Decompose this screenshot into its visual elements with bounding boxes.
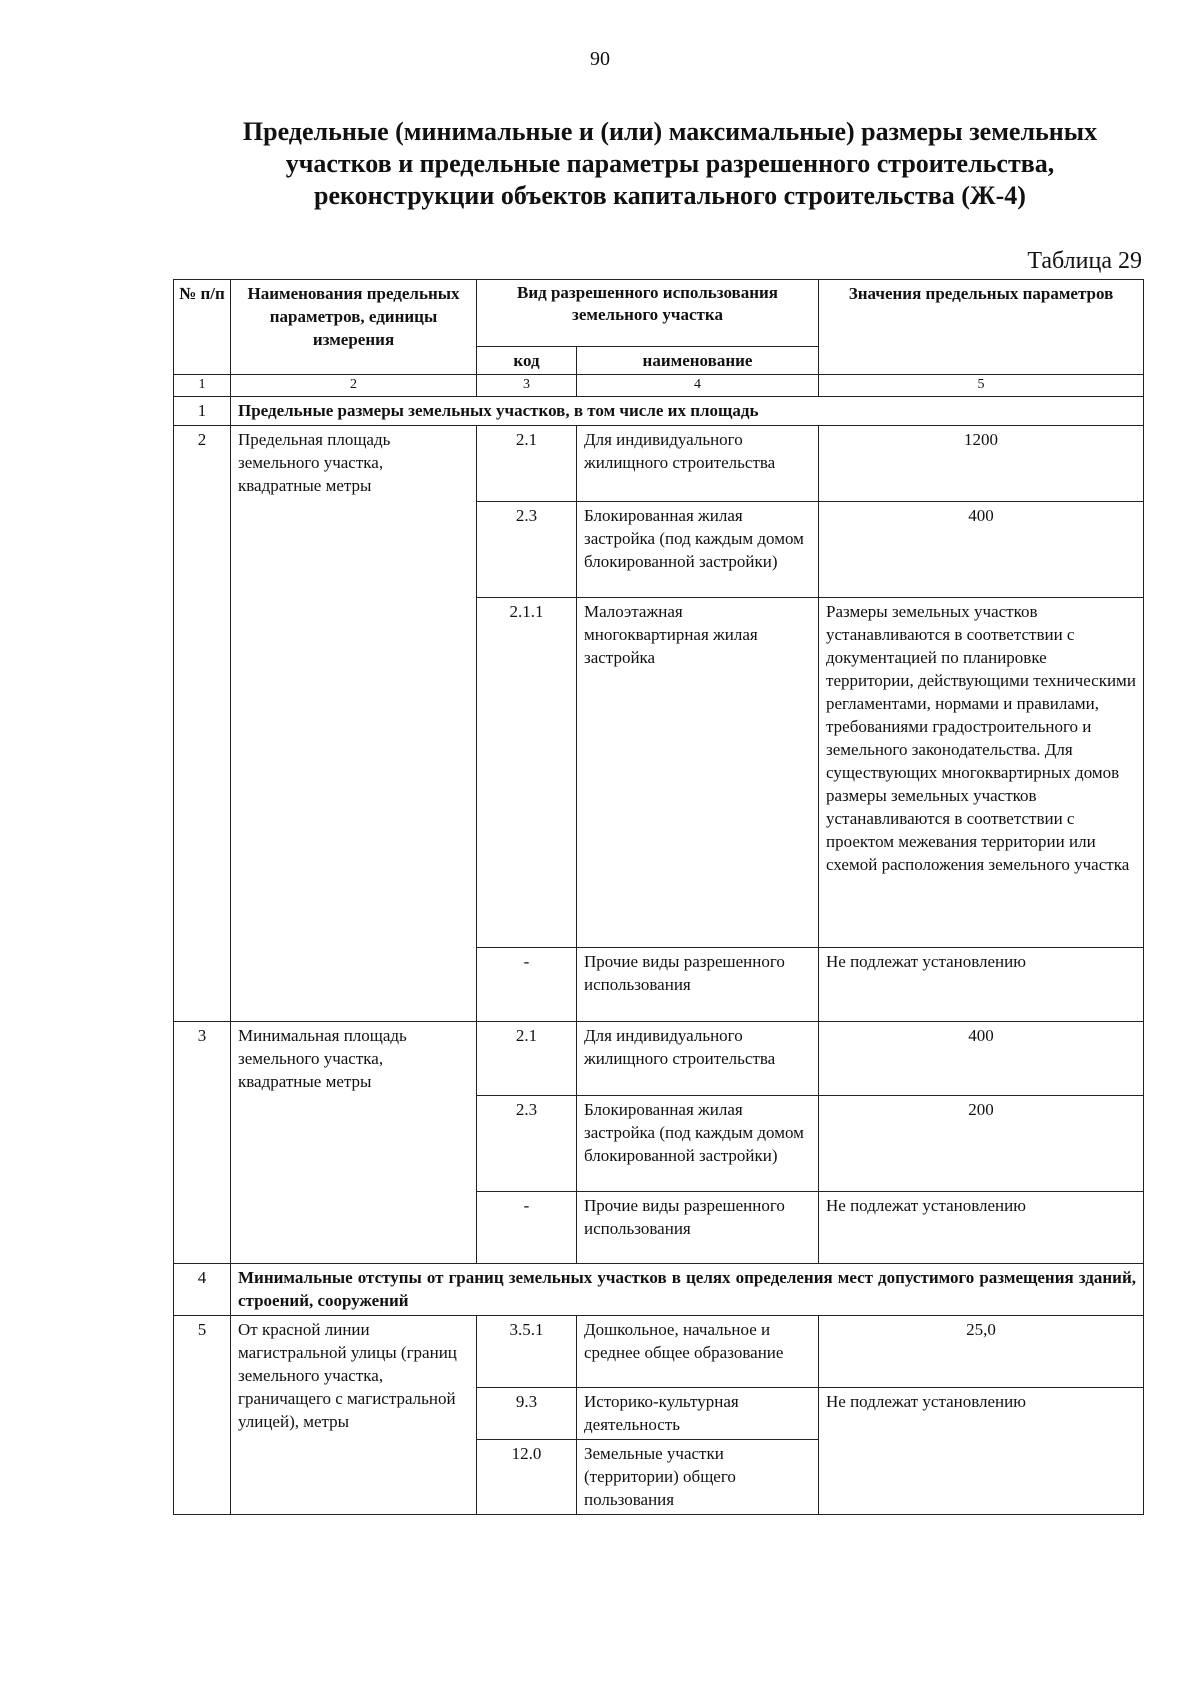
header-code: код — [477, 347, 577, 375]
usage-name: Земельные участки (территории) общего пользования — [577, 1440, 819, 1515]
section-num: 1 — [174, 397, 231, 426]
table-row — [174, 1316, 1144, 1388]
param-value: 1200 — [819, 426, 1144, 502]
table-row — [174, 1022, 1144, 1096]
param-value: Размеры земельных участков устанавливаются в соответствии с документацией по планировке территории, действующими техническими регламентами, нормами и правилами, требованиями градостроительного и земельного законодательства. Для существующих многоквартирных домов размеры земельных участков устанавливаются в соответствии с проектом межевания территории или схемой расположения земельного участка — [819, 598, 1144, 948]
usage-code: 2.3 — [477, 502, 577, 598]
column-index-row — [174, 375, 1144, 397]
column-index: 2 — [231, 375, 477, 397]
page-number: 90 — [590, 48, 610, 70]
usage-code: 12.0 — [477, 1440, 577, 1515]
table-caption: Таблица 29 — [1027, 248, 1142, 274]
param-name: Предельная площадь земельного участка, квадратные метры — [231, 426, 477, 1022]
usage-code: - — [477, 948, 577, 1022]
title-line-3: реконструкции объектов капитального строительства (Ж-4) — [314, 181, 1026, 210]
title-line-1: Предельные (минимальные и (или) максимальные) размеры земельных — [242, 117, 1098, 146]
usage-code: 2.1.1 — [477, 598, 577, 948]
header-name: наименование — [577, 347, 819, 375]
param-name: Минимальная площадь земельного участка, квадратные метры — [231, 1022, 477, 1264]
limits-table — [173, 279, 1144, 1515]
usage-name: Историко-культурная деятельность — [577, 1388, 819, 1440]
table-row — [174, 426, 1144, 502]
row-num: 2 — [174, 426, 231, 1022]
column-index: 5 — [819, 375, 1144, 397]
param-name: От красной линии магистральной улицы (границ земельного участка, граничащего с магистральной улицей), метры — [231, 1316, 477, 1515]
header-usage: Вид разрешенного использования земельного участка — [477, 280, 819, 347]
usage-name: Для индивидуального жилищного строительства — [577, 1022, 819, 1096]
param-value: Не подлежат установлению — [819, 1192, 1144, 1264]
row-num: 3 — [174, 1022, 231, 1264]
usage-name: Прочие виды разрешенного использования — [577, 948, 819, 1022]
section-title: Минимальные отступы от границ земельных участков в целях определения мест допустимого размещения зданий, строений, сооружений — [231, 1264, 1144, 1316]
usage-code: 2.1 — [477, 426, 577, 502]
header-row — [174, 280, 1144, 347]
param-value: Не подлежат установлению — [819, 948, 1144, 1022]
param-value: 400 — [819, 1022, 1144, 1096]
document-title — [140, 116, 1200, 212]
usage-name: Дошкольное, начальное и среднее общее образование — [577, 1316, 819, 1388]
header-num: № п/п — [174, 280, 231, 375]
section-row — [174, 1264, 1144, 1316]
usage-name: Малоэтажная многоквартирная жилая застройка — [577, 598, 819, 948]
column-index: 4 — [577, 375, 819, 397]
param-value: Не подлежат установлению — [819, 1388, 1144, 1515]
usage-name: Блокированная жилая застройка (под каждым домом блокированной застройки) — [577, 1096, 819, 1192]
usage-code: 2.3 — [477, 1096, 577, 1192]
column-index: 3 — [477, 375, 577, 397]
usage-name: Прочие виды разрешенного использования — [577, 1192, 819, 1264]
param-value: 25,0 — [819, 1316, 1144, 1388]
usage-code: 9.3 — [477, 1388, 577, 1440]
row-num: 5 — [174, 1316, 231, 1515]
header-value: Значения предельных параметров — [819, 280, 1144, 375]
usage-code: 3.5.1 — [477, 1316, 577, 1388]
usage-name: Для индивидуального жилищного строительства — [577, 426, 819, 502]
title-line-2: участков и предельные параметры разрешенного строительства, — [285, 149, 1055, 178]
param-value: 400 — [819, 502, 1144, 598]
section-title: Предельные размеры земельных участков, в том числе их площадь — [231, 397, 1144, 426]
usage-code: - — [477, 1192, 577, 1264]
section-num: 4 — [174, 1264, 231, 1316]
section-row — [174, 397, 1144, 426]
column-index: 1 — [174, 375, 231, 397]
usage-name: Блокированная жилая застройка (под каждым домом блокированной застройки) — [577, 502, 819, 598]
usage-code: 2.1 — [477, 1022, 577, 1096]
header-param: Наименования предельных параметров, единицы измерения — [231, 280, 477, 375]
param-value: 200 — [819, 1096, 1144, 1192]
